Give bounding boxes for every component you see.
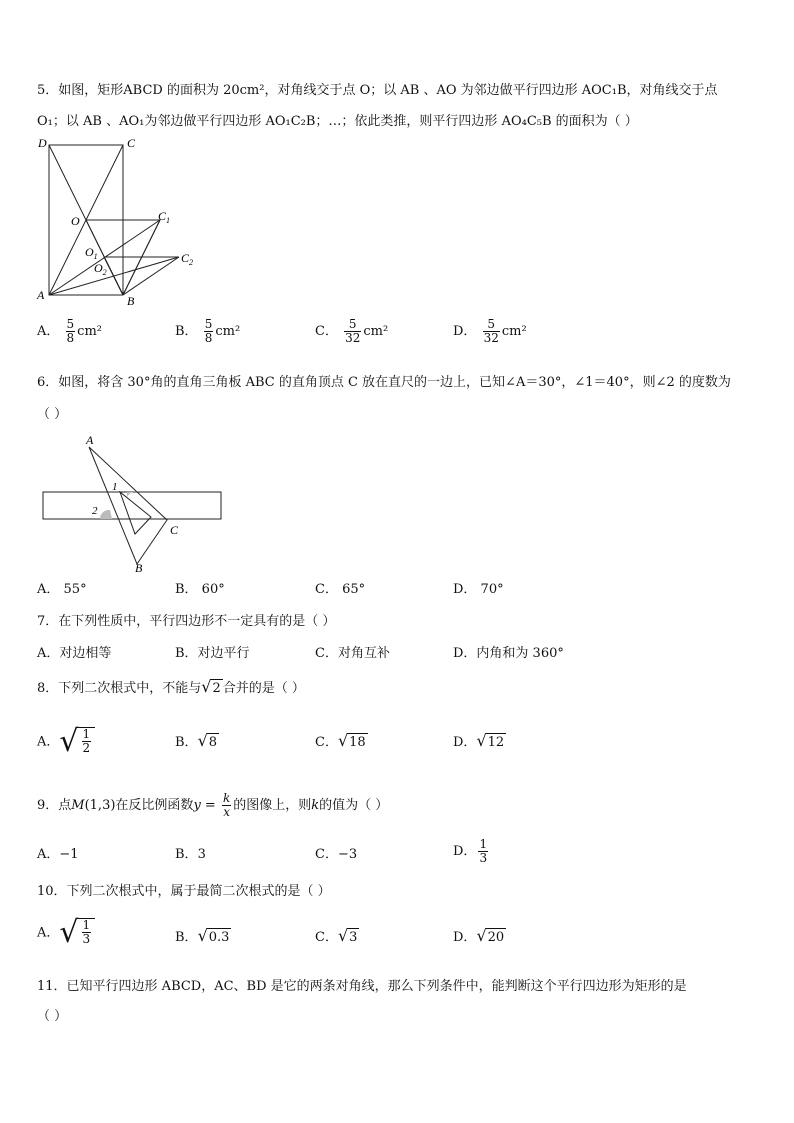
label-C: C [170,523,179,537]
q8-option-b[interactable]: B． √ 8 [175,731,218,750]
sqrt: √ 0.3 [197,926,230,945]
label-C: C [127,136,136,150]
q11-stem-line2: （ ） [37,1009,68,1024]
q6-figure [38,430,228,575]
fraction: $\frac{5}{32}$ [345,317,361,345]
q9-stem: 9．点M(1,3)在反比例函数y = $\frac{k}{x}$ 的图像上，则k的值为（ ） [37,791,389,819]
q5-figure [30,135,210,310]
q8-stem: 8．下列二次根式中，不能与 √ 2 合并的是（ ） [37,677,305,696]
label-B: B [127,294,135,308]
sqrt: √ 20 [476,926,505,945]
q11-stem-line1: 11．已知平行四边形 ABCD，AC、BD 是它的两条对角线，那么下列条件中，能判断这个平行四边形为矩形的是 [37,979,687,994]
q10-option-a[interactable]: A． √ $\frac{1}{3}$ [37,918,95,948]
q9-option-b[interactable]: B．3 [175,847,206,862]
sqrt: √ 8 [197,731,218,750]
fraction: $\frac{5}{8}$ [66,317,75,345]
label-O1: $O_1$ [85,245,98,261]
q9-option-a[interactable]: A．−1 [37,847,79,862]
q10-option-b[interactable]: B． √ 0.3 [175,926,230,945]
q5-option-b[interactable]: B． $\frac{5}{8}$ cm² [175,317,241,345]
label-O2: $O_2$ [94,261,107,277]
label-C2: $C_2$ [181,251,194,267]
q9-option-c[interactable]: C．−3 [315,847,358,862]
q6-option-c[interactable]: C． 65° [315,582,366,597]
q10-stem: 10．下列二次根式中，属于最简二次根式的是（ ） [37,884,331,899]
q7-option-a[interactable]: A．对边相等 [37,646,112,661]
q5-stem-line1: 5．如图，矩形ABCD 的面积为 20cm²，对角线交于点 O；以 AB 、AO 为邻边做平行四边形 AOC₁B，对角线交于点 [37,83,718,98]
sqrt: √ 2 [201,677,221,696]
q6-stem-line1: 6．如图，将含 30°角的直角三角板 ABC 的直角顶点 C 放在直尺的一边上，已知∠A＝30°，∠1＝40°，则∠2 的度数为 [37,375,731,390]
q5-option-a[interactable]: A． $\frac{5}{8}$ cm² [37,317,102,345]
label-A: A [86,433,94,447]
q5-stem-line2: O₁；以 AB 、AO₁为邻边做平行四边形 AO₁C₂B；…；依此类推，则平行四边形 AO₄C₅B 的面积为（ ） [37,114,638,129]
sqrt: √ 12 [476,731,505,750]
label-D: D [38,136,47,150]
label-B: B [135,561,143,575]
q6-stem-line2: （ ） [37,407,68,422]
q6-option-d[interactable]: D． 70° [453,582,504,597]
sqrt: √ $\frac{1}{3}$ [59,918,95,948]
fraction: $\frac{5}{32}$ [483,317,499,345]
angle-1-label: 1 [112,481,118,493]
sqrt: √ 3 [337,926,358,945]
q6-option-a[interactable]: A． 55° [37,582,87,597]
fraction: $\frac{1}{3}$ [479,837,488,865]
q5-option-d[interactable]: D． $\frac{5}{32}$ cm² [453,317,527,345]
q7-stem: 7．在下列性质中，平行四边形不一定具有的是（ ） [37,614,336,629]
q5-option-c[interactable]: C． $\frac{5}{32}$ cm² [315,317,389,345]
fraction: $\frac{k}{x}$ [222,791,231,819]
label-O: O [71,214,80,228]
q9-option-d[interactable]: D． $\frac{1}{3}$ [453,837,488,865]
q7-option-d[interactable]: D．内角和为 360° [453,646,564,661]
q7-option-b[interactable]: B．对边平行 [175,646,250,661]
q8-option-a[interactable]: A． √ $\frac{1}{2}$ [37,727,95,757]
label-A: A [37,288,45,302]
q8-option-d[interactable]: D． √ 12 [453,731,505,750]
sqrt: √ 18 [337,731,366,750]
fraction: $\frac{5}{8}$ [204,317,213,345]
q6-option-b[interactable]: B． 60° [175,582,225,597]
q10-option-d[interactable]: D． √ 20 [453,926,505,945]
sqrt: √ $\frac{1}{2}$ [59,727,95,757]
angle-2-label: 2 [92,505,98,517]
q8-option-c[interactable]: C． √ 18 [315,731,366,750]
q10-option-c[interactable]: C． √ 3 [315,926,358,945]
q7-option-c[interactable]: C．对角互补 [315,646,390,661]
label-C1: $C_1$ [158,209,171,225]
